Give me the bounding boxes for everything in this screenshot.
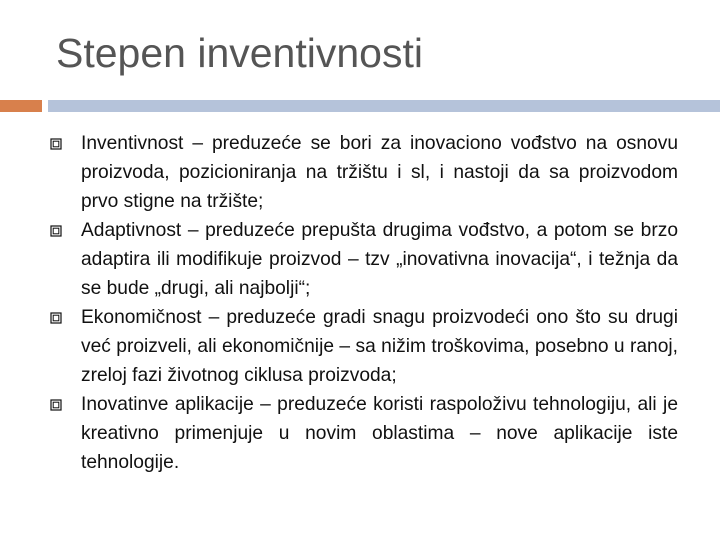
hollow-square-bullet-icon [50, 303, 81, 332]
bullet-text: Inventivnost – preduzeće se bori za inovaciono vođstvo na osnovu proizvoda, pozicioniranja na tržištu i sl, i nastoji da sa proizvodom prvo stigne na tržište; [81, 133, 678, 212]
slide-title: Stepen inventivnosti [56, 30, 423, 76]
bullet-item-inventivnost [50, 129, 678, 216]
bullet-text: Adaptivnost – preduzeće prepušta drugima vođstvo, a potom se brzo adaptira ili modifikuje proizvod – tzv „inovativna inovacija“, i težnja da se bude „drugi, ali najbolji“; [81, 220, 678, 299]
bullet-text: Inovatinve aplikacije – preduzeće koristi raspoloživu tehnologiju, ali je kreativno primenjuje u novim oblastima – nove aplikacije iste tehnologije. [81, 394, 678, 473]
title-accent-bar-orange [0, 100, 42, 112]
title-accent-bar-blue [48, 100, 720, 112]
bullet-list [50, 129, 678, 540]
hollow-square-bullet-icon [50, 129, 81, 158]
bullet-item-inovativne-aplikacije [50, 390, 678, 477]
bullet-text: Ekonomičnost – preduzeće gradi snagu proizvodeći ono što su drugi već proizveli, ali ekonomičnije – sa nižim troškovima, posebno u ranoj, zreloj fazi životnog ciklusa proizvoda; [81, 307, 678, 386]
hollow-square-bullet-icon [50, 216, 81, 245]
hollow-square-bullet-icon [50, 390, 81, 419]
bullet-item-adaptivnost [50, 216, 678, 303]
bullet-item-ekonomicnost [50, 303, 678, 390]
